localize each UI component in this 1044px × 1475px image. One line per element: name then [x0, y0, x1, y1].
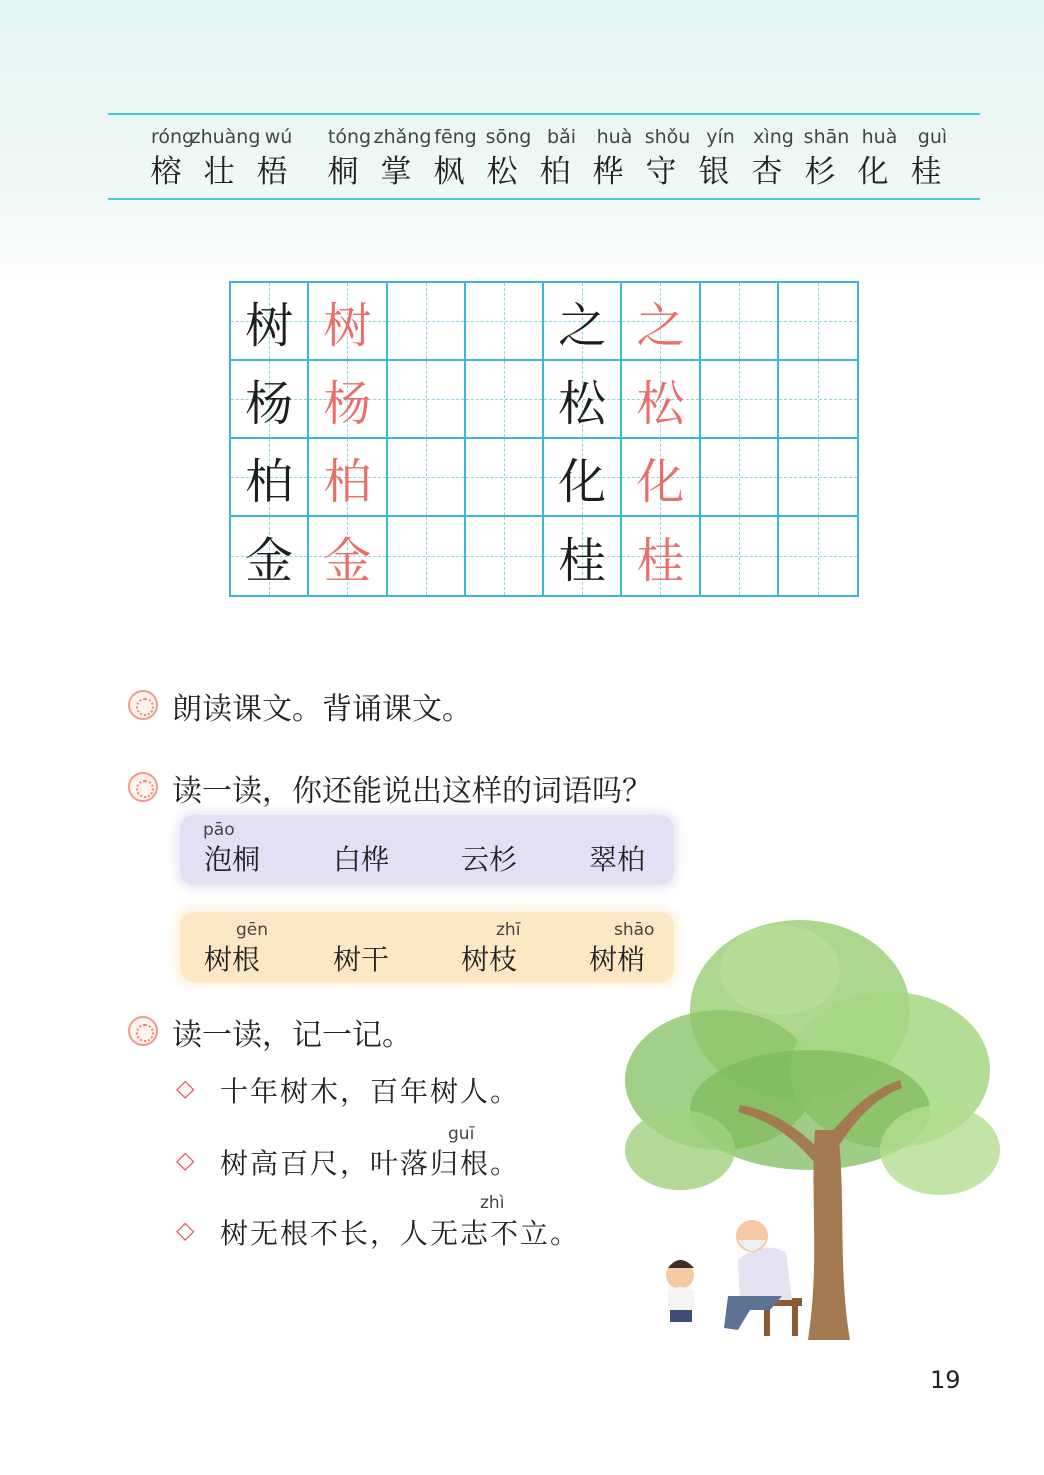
instruction-read-remember: 读一读，记一记。: [172, 1018, 412, 1053]
writing-grid: [229, 281, 859, 597]
grid-cell-blank[interactable]: [388, 283, 466, 361]
vocab-char: 银: [698, 154, 730, 190]
grid-cell-blank[interactable]: [466, 283, 544, 361]
grid-cell-blank[interactable]: [466, 361, 544, 439]
vocab-char: 掌: [380, 154, 412, 190]
vocab-char: 化: [857, 154, 889, 190]
trace-char: 化: [636, 453, 685, 510]
vocab-pinyin: huà: [596, 126, 633, 148]
grid-cell: [622, 439, 700, 517]
model-char: 之: [558, 297, 607, 354]
grid-cell: [231, 283, 309, 361]
diamond-icon: ◇: [176, 1146, 195, 1174]
grid-cell-blank[interactable]: [701, 361, 779, 439]
vocab-char: 杉: [804, 154, 836, 190]
model-char: 桂: [558, 532, 607, 589]
vocab-pinyin: zhǎng: [373, 126, 432, 148]
model-char: 化: [558, 453, 607, 510]
grid-cell-blank[interactable]: [388, 439, 466, 517]
exercise-bullet-icon: [128, 690, 158, 720]
vocab-item: [323, 126, 376, 188]
vocab-item: [535, 126, 588, 188]
word-pinyin: pāo: [203, 820, 235, 840]
grid-cell: [544, 517, 622, 595]
instruction-read-words: 读一读，你还能说出这样的词语吗？: [172, 774, 652, 809]
vocab-char: 壮: [203, 154, 235, 190]
trace-char: 松: [636, 375, 685, 432]
vocab-pinyin: sōng: [485, 126, 532, 148]
vocab-pinyin: guì: [917, 126, 948, 148]
vocab-pinyin: yín: [706, 126, 735, 148]
grid-cell-blank[interactable]: [701, 517, 779, 595]
grid-cell: [231, 361, 309, 439]
vocab-char: 杏: [751, 154, 783, 190]
vocab-char: 松: [486, 154, 518, 190]
grid-cell: [544, 361, 622, 439]
grid-cell: [309, 439, 387, 517]
vocab-top-rule: [108, 113, 980, 115]
vocab-pinyin: bǎi: [547, 126, 576, 148]
grid-cell: [231, 517, 309, 595]
model-char: 柏: [245, 453, 294, 510]
grid-cell: [622, 361, 700, 439]
instruction-read-recite: 朗读课文。背诵课文。: [172, 692, 472, 727]
vocab-char: 榕: [150, 154, 182, 190]
tree-grandpa-child-illustration: [610, 900, 1010, 1360]
grid-cell-blank[interactable]: [466, 517, 544, 595]
grid-cell: [544, 439, 622, 517]
vocab-item: [641, 126, 694, 188]
vocab-char: 枫: [433, 154, 465, 190]
vocab-char: 柏: [539, 154, 571, 190]
grid-cell-blank[interactable]: [701, 439, 779, 517]
grid-cell-blank[interactable]: [779, 517, 857, 595]
grid-cell: [309, 517, 387, 595]
vocab-item: [853, 126, 906, 188]
trace-char: 杨: [323, 375, 372, 432]
vocab-pinyin: wú: [264, 126, 293, 148]
exercise-bullet-icon: [128, 772, 158, 802]
grid-cell: [309, 361, 387, 439]
vocab-row: [146, 126, 959, 188]
saying-pinyin: guī: [448, 1124, 475, 1144]
vocab-char: 守: [645, 154, 677, 190]
saying-line: 十年树木，百年树人。: [220, 1075, 521, 1108]
trace-char: 树: [323, 297, 372, 354]
vocab-char: 梧: [256, 154, 288, 190]
grid-cell: [309, 283, 387, 361]
grid-cell: [544, 283, 622, 361]
grid-cell-blank[interactable]: [779, 361, 857, 439]
vocab-item: [747, 126, 800, 188]
saying-line: 树无根不长，人无志不立。: [220, 1217, 581, 1250]
trace-char: 柏: [323, 453, 372, 510]
word-pinyin: zhī: [496, 920, 521, 940]
vocab-bottom-rule: [108, 198, 980, 200]
model-char: 树: [245, 297, 294, 354]
vocab-item: [482, 126, 535, 188]
grid-cell-blank[interactable]: [779, 439, 857, 517]
grandpa-figure: [724, 1220, 802, 1336]
vocab-item: [190, 126, 261, 190]
vocab-char: 桂: [910, 154, 942, 190]
word-item: 云杉: [461, 843, 518, 876]
vocab-item: [800, 126, 853, 188]
model-char: 金: [245, 532, 294, 589]
model-char: 杨: [245, 375, 294, 432]
grid-cell: [622, 517, 700, 595]
vocab-item: [252, 126, 305, 188]
word-item: 树干: [333, 943, 390, 976]
word-pinyin: gēn: [236, 920, 269, 940]
exercise-bullet-icon: [128, 1016, 158, 1046]
diamond-icon: ◇: [176, 1216, 195, 1244]
grid-cell-blank[interactable]: [779, 283, 857, 361]
word-item: 泡桐: [204, 843, 261, 876]
vocab-item: [373, 126, 432, 190]
vocab-pinyin: shān: [803, 126, 850, 148]
grid-cell-blank[interactable]: [388, 517, 466, 595]
trace-char: 桂: [636, 532, 685, 589]
vocab-pinyin: tóng: [327, 126, 372, 148]
word-item: 翠柏: [589, 843, 646, 876]
page-number: 19: [930, 1366, 961, 1394]
saying-line: 树高百尺，叶落归根。: [220, 1147, 521, 1180]
grid-cell-blank[interactable]: [701, 283, 779, 361]
vocab-pinyin: fēng: [434, 126, 477, 148]
word-item: 树梢: [589, 943, 646, 976]
vocab-item: [429, 126, 482, 188]
word-pinyin: shāo: [614, 920, 655, 940]
grid-cell: [231, 439, 309, 517]
word-item: 白桦: [333, 843, 390, 876]
trace-char: 金: [323, 532, 372, 589]
trace-char: 之: [636, 297, 685, 354]
child-figure: [666, 1260, 694, 1322]
vocab-item: [906, 126, 959, 188]
vocab-char: 桦: [592, 154, 624, 190]
vocab-item: [694, 126, 747, 188]
grid-cell-blank[interactable]: [466, 439, 544, 517]
grid-cell: [622, 283, 700, 361]
word-item: 树枝: [461, 943, 518, 976]
word-item: 树根: [204, 943, 261, 976]
vocab-pinyin: zhuàng: [190, 126, 261, 148]
diamond-icon: ◇: [176, 1074, 195, 1102]
vocab-pinyin: xìng: [753, 126, 794, 148]
vocab-pinyin: shǒu: [644, 126, 691, 148]
model-char: 松: [558, 375, 607, 432]
vocab-pinyin: róng: [150, 126, 195, 148]
saying-pinyin: zhì: [480, 1193, 505, 1213]
vocab-pinyin: huà: [861, 126, 898, 148]
vocab-char: 桐: [327, 154, 359, 190]
grid-cell-blank[interactable]: [388, 361, 466, 439]
vocab-item: [588, 126, 641, 188]
